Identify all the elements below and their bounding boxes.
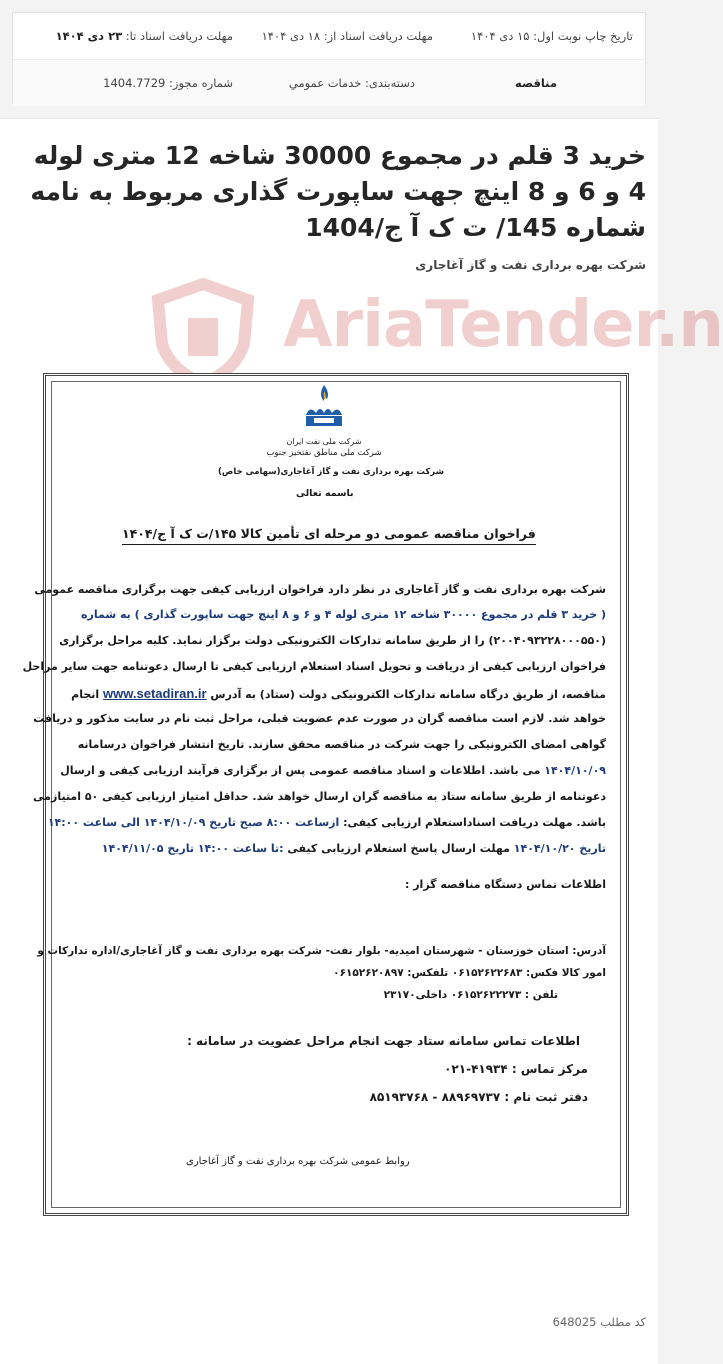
ad-line-5-text: مناقصه، از طریق درگاه سامانه تدارکات الکترونیکی دولت (ستاد) به آدرس: [210, 688, 606, 701]
contact-center: مرکز تماس : ۴۱۹۳۴-۰۲۱: [444, 1062, 588, 1076]
doc-from: [262, 13, 433, 59]
ad-line-8-text: می باشد. اطلاعات و اسناد مناقصه عمومی پس از برگزاری فرآیند ارزیابی کیفی و ارسال: [60, 764, 541, 777]
post-code-value: 648025: [552, 1315, 597, 1329]
setad-heading: اطلاعات تماس سامانه ستاد جهت انجام مراحل عضویت در سامانه :: [187, 1034, 580, 1048]
post-code-label: کد مطلب: [600, 1315, 646, 1329]
ad-basmala: باسمه تعالی: [296, 488, 354, 499]
ad-logo-line2: شرکت ملی مناطق نفتخیز جنوب: [266, 448, 382, 458]
doc-deadline-label: باشد. مهلت دریافت اسناداستعلام ارزیابی کیفی:: [343, 816, 606, 829]
doc-until: [56, 13, 233, 59]
ad-contact-heading: اطلاعات تماس دستگاه مناقصه گزار :: [404, 878, 606, 891]
ad-logo-line3: شرکت بهره برداری نفت و گاز آغاجاری(سهامی خاص): [218, 467, 444, 477]
print-date-value: ۱۵ دی ۱۴۰۴: [470, 29, 530, 43]
ad-heading: فراخوان مناقصه عمومی دو مرحله ای تأمین کالا ۱۴۵/ت ک آ ج/۱۴۰۴: [122, 526, 536, 545]
print-date: [471, 13, 633, 59]
publish-date: ۱۴۰۴/۱۰/۰۹: [544, 764, 606, 777]
ad-line-3: (۲۰۰۴۰۹۳۲۲۸۰۰۰۵۵۰) را از طریق سامانه تدارکات الکترونیکی دولت برگزار نماید. کلیه مراحل برگزاری: [59, 634, 606, 647]
info-row-dates: [13, 13, 645, 59]
category-value[interactable]: خدمات عمومي: [288, 76, 362, 90]
ad-line-5: [71, 686, 606, 701]
ad-line-6: خواهد شد. لازم است مناقصه گران در صورت عدم عضویت قبلی، مراحل ثبت نام در سایت مذکور و دریافت: [33, 712, 606, 725]
page-title: خرید 3 قلم در مجموع 30000 شاخه 12 متری لوله 4 و 6 و 8 اینچ جهت ساپورت گذاری مربوط به نامه شماره 145/ ت ک آ ج/1404: [30, 141, 646, 242]
ad-line-9: دعوتنامه از طریق سامانه ستاد به مناقصه گران ارسال خواهد شد. حداقل امتیاز ارزیابی کیفی ۵۰ امتیازمی: [33, 790, 606, 803]
doc-deadline-end: تاریخ ۱۴۰۴/۱۰/۲۰: [513, 842, 606, 855]
ad-line-4: فراخوان ارزیابی کیفی از دریافت و تحویل اسناد استعلام ارزیابی کیفی تا ارسال دعوتنامه جهت سایر مراحل: [22, 660, 606, 673]
ad-line-1: شرکت بهره برداری نفت و گاز آغاجاری در نظر دارد فراخوان ارزیابی کیفی جهت برگزاری مناقصه عمومی: [34, 583, 606, 596]
watermark-text: AriaTender.n: [283, 288, 723, 362]
doc-deadline-range: ازساعت ۸:۰۰ صبح تاریخ ۱۴۰۴/۱۰/۰۹ الی ساعت ۱۴:۰۰: [47, 816, 340, 829]
tender-info-box: [12, 12, 646, 104]
ad-address-2: امور کالا فکس: ۰۶۱۵۲۶۲۲۶۸۳ تلفکس: ۰۶۱۵۲۶۲۰۸۹۷: [333, 967, 606, 979]
ad-line-5-end: انجام: [71, 688, 100, 701]
ad-signature: روابط عمومی شرکت بهره برداری نفت و گاز آغاجاری: [186, 1156, 410, 1167]
response-deadline: :تا ساعت ۱۴:۰۰ تاریخ ۱۴۰۴/۱۱/۰۵: [101, 842, 284, 855]
tender-type-value: مناقصه: [515, 76, 557, 90]
info-row-meta: [13, 59, 645, 106]
response-deadline-label: مهلت ارسال پاسخ استعلام ارزیابی کیفی: [287, 842, 510, 855]
category-label: دسته‌بندی:: [365, 76, 415, 90]
ad-address-1: آدرس: استان خوزستان - شهرستان امیدیه- بلوار نفت- شرکت بهره برداری نفت و گاز آغاجاری/اداره تدارکات و: [37, 945, 606, 957]
category: [289, 60, 415, 106]
company-name[interactable]: شرکت بهره برداری نفت و گاز آغاجاری: [415, 258, 646, 272]
doc-from-label: مهلت دریافت اسناد از:: [323, 29, 433, 43]
ad-line-11: [102, 842, 606, 855]
doc-until-label: مهلت دریافت اسناد تا:: [125, 29, 233, 43]
ad-line-10: [48, 816, 606, 829]
ad-phone: تلفن : ۰۶۱۵۲۶۲۲۲۷۳ داخلی۲۳۱۷۰: [383, 989, 558, 1001]
ad-logo-line1: شرکت ملی نفت ایران: [286, 437, 362, 446]
post-code: [553, 1315, 646, 1329]
permit-label: شماره مجوز:: [169, 76, 233, 90]
permit-value: 1404.7729: [103, 76, 166, 90]
ad-line-7: گواهی امضای الکترونیکی را جهت شرکت در مناقصه محقق سازند. تاریخ انتشار فراخوان درسامانه: [77, 738, 606, 751]
doc-until-value: ۲۳ دی ۱۴۰۴: [55, 29, 123, 43]
permit-number: [103, 60, 233, 106]
ad-line-2: ( خرید ۳ قلم در مجموع ۳۰۰۰۰ شاخه ۱۲ متری لوله ۴ و ۶ و ۸ اینچ جهت ساپورت گذاری ) به شماره: [81, 608, 606, 621]
print-date-label: تاریخ چاپ نوبت اول:: [533, 29, 633, 43]
ad-line-8: [60, 764, 606, 777]
registration-office: دفتر ثبت نام : ۸۸۹۶۹۷۳۷ - ۸۵۱۹۳۷۶۸: [369, 1090, 588, 1104]
tender-type: [515, 60, 557, 106]
setadiran-link[interactable]: www.setadiran.ir: [103, 686, 207, 701]
doc-from-value: ۱۸ دی ۱۴۰۴: [261, 29, 321, 43]
nioc-logo-icon: [300, 383, 348, 435]
